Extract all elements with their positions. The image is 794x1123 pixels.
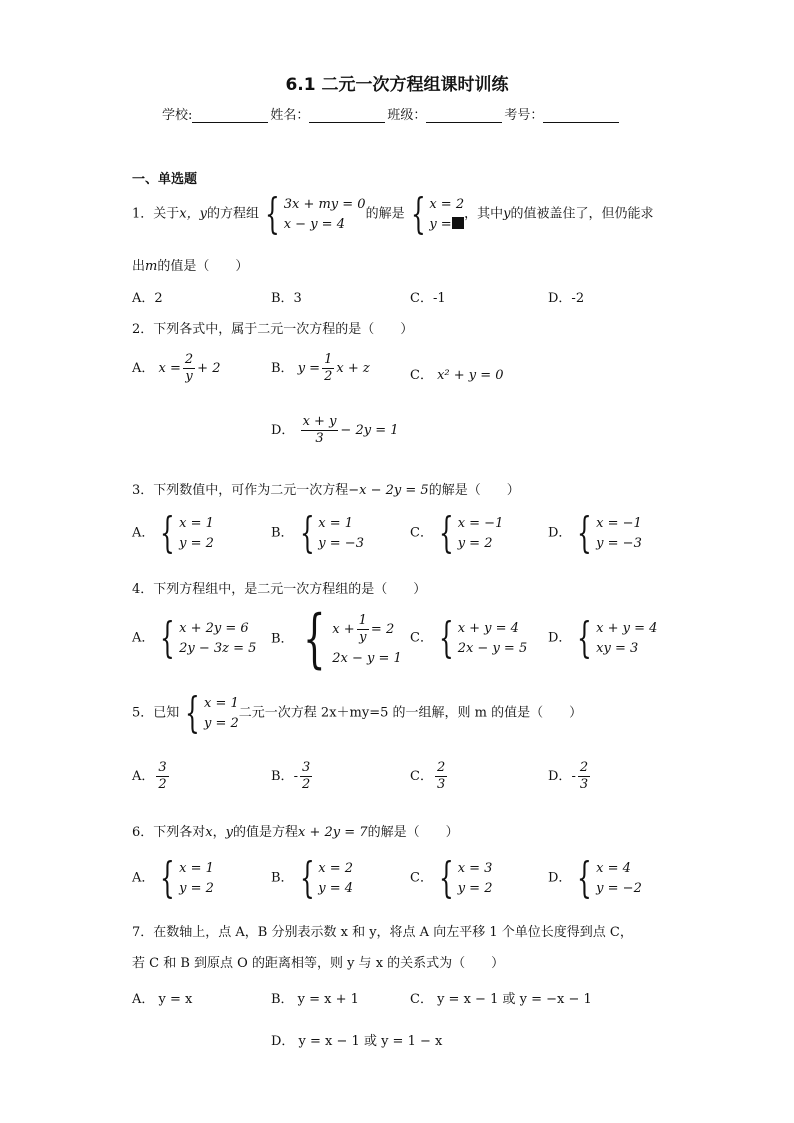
q6-var-x: x [205, 825, 213, 840]
q4a-system: { x + 2y = 6 2y − 3z = 5 [160, 613, 257, 662]
denominator: 3 [579, 777, 589, 792]
option-label: B． [271, 631, 294, 647]
eq-line: y = 4 [318, 880, 354, 896]
q6-text: 的解是（ ） [367, 825, 459, 840]
q7-option-c[interactable]: C． y = x − 1 或 y = −x − 1 [410, 992, 592, 1007]
eq-line: y = 2 [457, 880, 493, 896]
question-5-stem [132, 688, 583, 737]
school-label: 学校: [162, 108, 193, 123]
q4-option-b[interactable] [271, 602, 402, 676]
section-heading: 一、单选题 [132, 172, 198, 187]
option-label: A． [132, 361, 155, 376]
q1-solution: { x = 2 y = [410, 189, 465, 238]
option-label: D． [548, 870, 572, 886]
q1-option-a[interactable]: A．2 [132, 291, 163, 306]
eq-line: y = 2 [179, 880, 214, 896]
question-7-stem-line2: 若 C 和 B 到原点 O 的距离相等，则 y 与 x 的关系式为（ ） [132, 956, 505, 971]
fraction [156, 760, 168, 793]
q2b-fraction [322, 352, 334, 385]
eq-line: 2y − 3z = 5 [179, 640, 257, 656]
eq-line: 2x − y = 5 [457, 640, 528, 656]
q2d-rhs: − 2y = 1 [340, 423, 399, 438]
eq-line: y = −3 [318, 535, 364, 551]
eq-line: x + y = 4 [596, 620, 658, 636]
q3-option-c[interactable] [410, 508, 504, 557]
denominator: 2 [301, 777, 311, 792]
q6b-system: { x = 2 y = 4 [299, 853, 354, 902]
q2c-expr: x² + y = 0 [437, 368, 504, 383]
eq-line: x = 2 [318, 860, 354, 876]
q3d-system: { x = −1 y = −3 [577, 508, 642, 557]
q2a-lhs: x = [158, 361, 181, 376]
question-1-stem-line2 [132, 255, 248, 274]
option-label: D． [548, 525, 572, 541]
q1-text: 的值被盖住了，但仍能求 [510, 206, 654, 222]
denominator: y [359, 629, 367, 645]
q2-option-c[interactable] [410, 364, 504, 383]
q5-option-b[interactable] [271, 760, 314, 793]
q3-option-a[interactable] [132, 508, 214, 557]
q1-text: 的方程组 [206, 206, 259, 222]
option-label: B． [271, 525, 294, 541]
q4-option-d[interactable] [548, 613, 658, 662]
eq-line: x = −1 [596, 515, 642, 531]
q2-option-a[interactable] [132, 352, 220, 385]
student-info-line [162, 104, 621, 123]
option-label: A． [132, 769, 155, 784]
q1-text: 出 [132, 259, 146, 274]
question-2-stem: 2．下列各式中，属于二元一次方程的是（ ） [132, 322, 414, 337]
q3c-system: { x = −1 y = 2 [438, 508, 504, 557]
q1-text: 1．关于 [132, 206, 180, 222]
q1-sol1: x = 2 [429, 196, 465, 212]
q1-eq2: x − y = 4 [283, 216, 345, 232]
question-3-stem [132, 479, 520, 498]
question-6-stem [132, 821, 459, 840]
denominator: y [185, 369, 193, 384]
q5-option-a[interactable] [132, 760, 171, 793]
q5-text: 5．已知 [132, 705, 180, 721]
option-label: D． [548, 769, 572, 784]
q1-option-d[interactable]: D．-2 [548, 291, 585, 306]
eq-line: x = 1 [179, 860, 214, 876]
option-label: A． [132, 870, 155, 886]
eq-line: xy = 3 [596, 640, 639, 656]
eq-line: x = 1 [318, 515, 354, 531]
class-blank[interactable] [426, 108, 502, 123]
fraction [300, 760, 312, 793]
q6-option-d[interactable] [548, 853, 642, 902]
q3-text: 3．下列数值中，可作为二元一次方程 [132, 483, 349, 498]
sign: - [571, 769, 576, 784]
q7-option-a[interactable]: A． y = x [132, 992, 193, 1007]
question-1-stem [132, 189, 654, 238]
eq-line: y = 2 [204, 715, 239, 731]
q4-option-c[interactable] [410, 613, 528, 662]
q1-option-c[interactable]: C．-1 [410, 291, 446, 306]
question-7-stem-line1: 7．在数轴上，点 A，B 分别表示数 x 和 y，将点 A 向左平移 1 个单位长度得到点 C， [132, 925, 633, 940]
covered-value-box [452, 217, 464, 229]
option-label: B． [271, 870, 294, 886]
fraction [435, 760, 447, 793]
numerator: 3 [158, 760, 167, 775]
q4-option-a[interactable] [132, 613, 257, 662]
page-title: 6.1 二元一次方程组课时训练 [285, 75, 509, 95]
eq-line: y = 2 [179, 535, 214, 551]
q4c-system: { x + y = 4 2x − y = 5 [438, 613, 528, 662]
name-label: 姓名： [270, 108, 310, 123]
q1-vars: x，y [179, 206, 207, 222]
q3-option-d[interactable] [548, 508, 642, 557]
q6d-system: { x = 4 y = −2 [577, 853, 642, 902]
denominator: 2 [158, 777, 167, 792]
numerator: 2 [436, 760, 446, 775]
q1-var-y: y [503, 206, 511, 222]
school-blank[interactable] [192, 108, 268, 123]
eq-line: y = −2 [596, 880, 642, 896]
denominator: 3 [436, 777, 446, 792]
eq-line: 2x − y = 1 [332, 650, 402, 666]
option-label: C． [410, 870, 433, 886]
q5-option-d[interactable] [548, 760, 592, 793]
q6-option-b[interactable] [271, 853, 354, 902]
q1-text: 的值是（ ） [157, 259, 249, 274]
q4b-system: { x + $\frac{1}{y}$ = 2 2x − y = 1 [302, 602, 402, 676]
option-label: C． [410, 769, 433, 784]
numerator: 1 [324, 352, 333, 367]
option-label: D． [271, 423, 295, 438]
eq-line: x = 3 [457, 860, 493, 876]
q3a-system: { x = 1 y = 2 [160, 508, 214, 557]
eq-line: x = −1 [457, 515, 504, 531]
q3-text: 的解是（ ） [428, 483, 520, 498]
q2d-fraction [301, 414, 339, 447]
numerator: 2 [579, 760, 589, 775]
q2-option-d[interactable] [271, 414, 399, 447]
option-label: C． [410, 630, 433, 646]
option-label: B． [271, 361, 294, 376]
q6-text: ， [212, 825, 226, 840]
q5-system: { x = 1 y = 2 [185, 688, 239, 737]
q2-option-b[interactable] [271, 352, 370, 385]
class-label: 班级： [387, 108, 427, 123]
option-label: C． [410, 525, 433, 541]
q2b-lhs: y = [297, 361, 321, 376]
eq-line: x = 1 [179, 515, 214, 531]
q1-eq1: 3x + my = 0 [283, 196, 366, 212]
fraction [578, 760, 590, 793]
q6c-system: { x = 3 y = 2 [438, 853, 493, 902]
option-label: B． [271, 769, 294, 784]
q1-text: ，其中 [464, 206, 504, 222]
q1-var-m: m [145, 259, 158, 274]
name-blank[interactable] [309, 108, 385, 123]
q7-option-b[interactable]: B． y = x + 1 [271, 992, 359, 1007]
eq-line: x = 1 [204, 695, 239, 711]
q3-equation: −x − 2y = 5 [348, 483, 429, 498]
question-4-stem: 4．下列方程组中，是二元一次方程组的是（ ） [132, 582, 427, 597]
q1-system: { 3x + my = 0 x − y = 4 [264, 189, 366, 238]
eq-part: = 2 [370, 621, 395, 637]
q2a-rhs: + 2 [197, 361, 221, 376]
number-label: 考号： [504, 108, 544, 123]
q3b-system: { x = 1 y = −3 [299, 508, 364, 557]
q4b-fraction [357, 613, 369, 646]
number-blank[interactable] [543, 108, 619, 123]
eq-line: x + 2y = 6 [179, 620, 249, 636]
eq-line: x = 4 [596, 860, 631, 876]
eq-line: x + y = 4 [457, 620, 519, 636]
q2b-rhs: x + z [336, 361, 370, 376]
q4d-system: { x + y = 4 xy = 3 [577, 613, 658, 662]
eq-part: x + [332, 621, 355, 637]
numerator: 3 [301, 760, 311, 775]
q3-option-b[interactable] [271, 508, 364, 557]
q6-text: 6．下列各对 [132, 825, 206, 840]
q6-var-y: y [225, 825, 233, 840]
q6-option-a[interactable] [132, 853, 214, 902]
q7-option-d[interactable]: D． y = x − 1 或 y = 1 − x [271, 1034, 443, 1049]
numerator: x + y [302, 414, 337, 429]
numerator: 2 [184, 352, 194, 367]
q2a-fraction [183, 352, 195, 385]
q6a-system: { x = 1 y = 2 [160, 853, 214, 902]
eq-line: y = 2 [457, 535, 493, 551]
q6-text: 的值是方程 [233, 825, 299, 840]
denominator: 2 [324, 369, 333, 384]
numerator: 1 [358, 612, 367, 628]
option-label: C． [410, 368, 433, 383]
option-label: D． [548, 630, 572, 646]
option-label: A． [132, 630, 155, 646]
sign: - [293, 769, 298, 784]
q6-equation: x + 2y = 7 [298, 825, 368, 840]
q5-option-c[interactable] [410, 760, 449, 793]
option-label: A． [132, 525, 155, 541]
eq-line: y = −3 [596, 535, 642, 551]
q1-option-b[interactable]: B．3 [271, 291, 302, 306]
q1-sol2: y = [429, 216, 452, 232]
q1-text: 的解是 [365, 206, 405, 222]
q5-text: 二元一次方程 2x＋my=5 的一组解，则 m 的值是（ ） [238, 705, 583, 721]
denominator: 3 [315, 431, 324, 446]
q6-option-c[interactable] [410, 853, 493, 902]
